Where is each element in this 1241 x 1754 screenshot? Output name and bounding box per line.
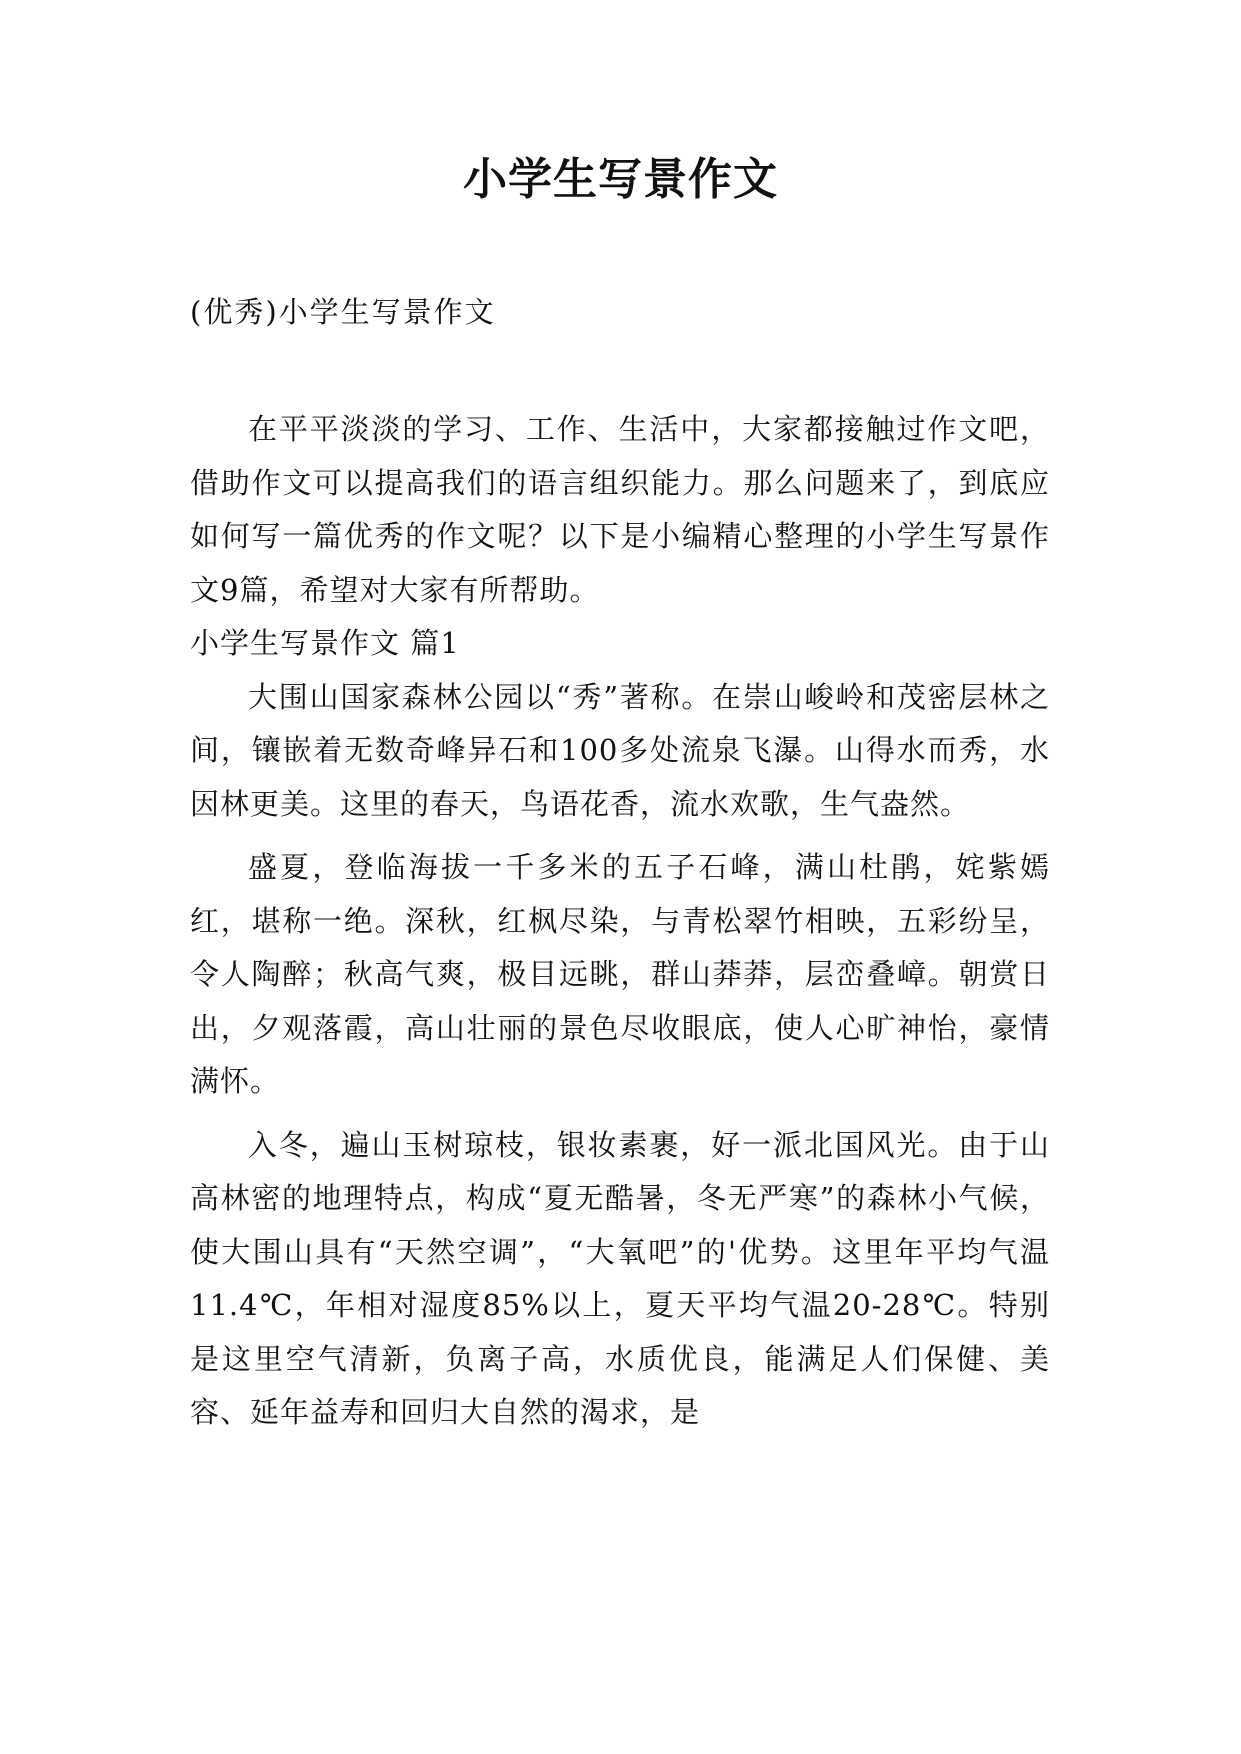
document-title: 小学生写景作文 (463, 154, 778, 205)
document-subtitle: (优秀)小学生写景作文 (190, 295, 496, 329)
body-paragraph-1: 大围山国家森林公园以“秀”著称。在崇山峻岭和茂密层林之间，镶嵌着无数奇峰异石和100多处流泉飞瀑。山得水而秀，水因林更美。这里的春天，鸟语花香，流水欢歌，生气盎然。 (190, 679, 1050, 821)
document-body (190, 403, 1050, 1440)
section-heading: 小学生写景作文 篇1 (190, 626, 460, 660)
body-paragraph-2: 盛夏，登临海拔一千多米的五子石峰，满山杜鹃，姹紫嫣红，堪称一绝。深秋，红枫尽染，与青松翠竹相映，五彩纷呈，令人陶醉；秋高气爽，极目远眺，群山莽莽，层峦叠嶂。朝赏日出，夕观落霞，高山壮丽的景色尽收眼底，使人心旷神怡，豪情满怀。 (190, 850, 1050, 1098)
intro-paragraph: 在平平淡淡的学习、工作、生活中，大家都接触过作文吧，借助作文可以提高我们的语言组织能力。那么问题来了，到底应如何写一篇优秀的作文呢？以下是小编精心整理的小学生写景作文9篇，希望对大家有所帮助。 (190, 412, 1050, 607)
body-paragraph-3: 入冬，遍山玉树琼枝，银妆素裹，好一派北国风光。由于山高林密的地理特点，构成“夏无酷暑，冬无严寒”的森林小气候，使大围山具有“天然空调”，“大氧吧”的'优势。这里年平均气温11.4℃，年相对湿度85%以上，夏天平均气温20-28℃。特别是这里空气清新，负离子高，水质优良，能满足人们保健、美容、延年益寿和回归大自然的渴求，是 (190, 1127, 1050, 1429)
